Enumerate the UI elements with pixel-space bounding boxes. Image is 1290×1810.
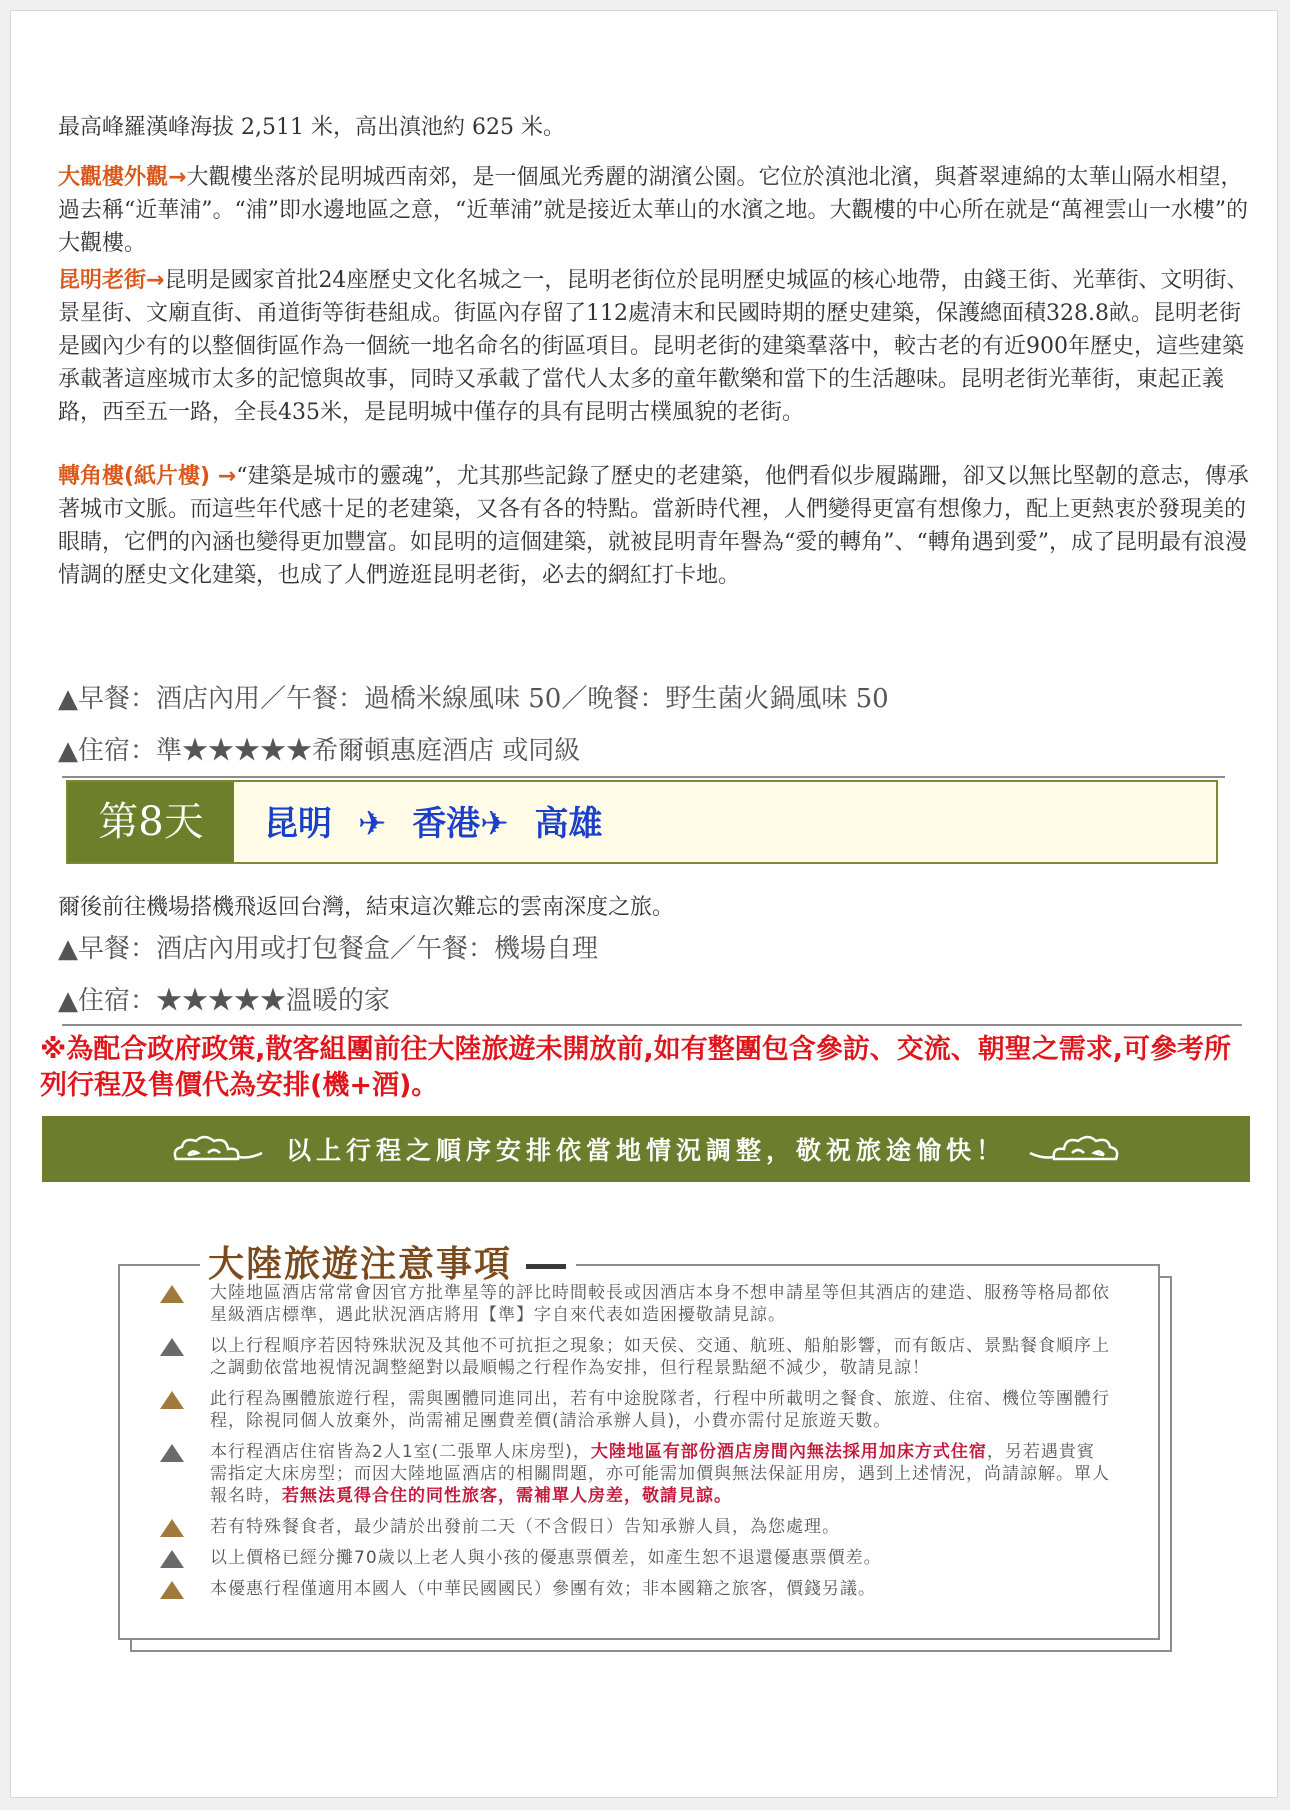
notice-title-text: 大陸旅遊注意事項: [208, 1244, 513, 1285]
day-tag: 第8天: [68, 782, 234, 862]
sight-lead: 轉角樓(紙片樓) →: [58, 464, 237, 489]
day8-desc: 爾後前往機場搭機飛返回台灣，結束這次難忘的雲南深度之旅。: [58, 895, 675, 920]
notice-text: 大陸地區酒店常常會因官方批準星等的評比時間較長或因酒店本身不想申請星等但其酒店的建造、服務等格局都依星級酒店標準，遇此狀況酒店將用【準】字自來代表如造困擾敬請見諒。: [210, 1283, 1110, 1325]
sight-text: 大觀樓坐落於昆明城西南郊，是一個風光秀麗的湖濱公園。它位於滇池北濱，與蒼翠連綿的太華山隔水相望，過去稱“近華浦”。“浦”即水邊地區之意，“近華浦”就是接近太華山的水濱之地。大觀樓的中心所在就是“萬裡雲山一水樓”的大觀樓。: [58, 165, 1248, 256]
triangle-bullet-icon: [160, 1581, 184, 1599]
day7-meals: ▲早餐：酒店內用／午餐：過橋米線風味 50／晚餐：野生菌火鍋風味 50: [58, 684, 889, 714]
cloud-ornament-icon: [1024, 1129, 1124, 1169]
notice-text: 本優惠行程僅適用本國人（中華民國國民）參團有效；非本國籍之旅客，價錢另議。: [210, 1579, 876, 1599]
notice-text: 此行程為團體旅遊行程，需與團體同進同出，若有中途脫隊者，行程中所載明之餐食、旅遊、住宿、機位等團體行程，除視同個人放棄外，尚需補足團費差價(請洽承辦人員)，小費亦需付足旅遊天數。: [210, 1389, 1110, 1431]
intro-line: 最高峰羅漢峰海拔 2,511 米，高出滇池約 625 米。: [58, 115, 565, 140]
route-city: 香港✈: [412, 804, 509, 844]
day8-hotel: ▲住宿：★★★★★溫暖的家: [58, 986, 390, 1016]
notice-item: [150, 1282, 1110, 1326]
sight-corner-building: [58, 460, 1258, 592]
triangle-bullet-icon: [160, 1550, 184, 1568]
notice-item: [150, 1516, 1110, 1538]
route-city: 高雄: [534, 804, 603, 844]
divider: [62, 776, 1225, 778]
day8-meals: ▲早餐：酒店內用或打包餐盒／午餐：機場自理: [58, 934, 598, 964]
day8-banner: [66, 780, 1218, 864]
notice-item: [150, 1578, 1110, 1600]
sight-text: 昆明是國家首批24座歷史文化名城之一，昆明老街位於昆明歷史城區的核心地帶，由錢王街、光華街、文明街、景星街、文廟直街、甬道街等街巷組成。街區內存留了112處清末和民國時期的歷史建築，保護總面積328.8畝。昆明老街是國內少有的以整個街區作為一個統一地名命名的街區項目。昆明老街的建築羣落中，較古老的有近900年歷史，這些建築承載著這座城市太多的記憶與故事，同時又承載了當代人太多的童年歡樂和當下的生活趣味。昆明老街光華街，東起正義路，西至五一路，全長435米，是昆明城中僅存的具有昆明古樸風貌的老街。: [58, 268, 1249, 425]
triangle-bullet-icon: [160, 1285, 184, 1303]
notice-item: [150, 1441, 1110, 1507]
day7-hotel: ▲住宿：準★★★★★希爾頓惠庭酒店 或同級: [58, 736, 581, 766]
notice-text: 以上行程順序若因特殊狀況及其他不可抗拒之現象；如天侯、交通、航班、船舶影響，而有飯店、景點餐食順序上之調動依當地視情況調整絕對以最順暢之行程作為安排，但行程景點絕不減少，敬請見諒！: [210, 1336, 1110, 1378]
notice-item: [150, 1547, 1110, 1569]
cloud-ornament-icon: [168, 1129, 268, 1169]
triangle-bullet-icon: [160, 1519, 184, 1537]
sight-daguanlou: [58, 161, 1258, 260]
divider: [62, 1024, 1242, 1026]
sight-lead: 昆明老街→: [58, 268, 165, 293]
day-route: [264, 796, 617, 845]
title-dash: [526, 1264, 566, 1269]
triangle-bullet-icon: [160, 1338, 184, 1356]
triangle-bullet-icon: [160, 1391, 184, 1409]
sight-lead: 大觀樓外觀→: [58, 165, 187, 190]
sight-text: “建築是城市的靈魂”，尤其那些記錄了歷史的老建築，他們看似步履蹣跚，卻又以無比堅韌的意志，傳承著城市文脈。而這些年代感十足的老建築，又各有各的特點。當新時代裡，人們變得更富有想像力，配上更熱衷於發現美的眼睛，它們的內涵也變得更加豐富。如昆明的這個建築，就被昆明青年譽為“愛的轉角”、“轉角遇到愛”，成了昆明最有浪漫情調的歷史文化建築，也成了人們遊逛昆明老街，必去的網紅打卡地。: [58, 464, 1249, 588]
closing-text: 以上行程之順序安排依當地情況調整，敬祝旅途愉快！: [285, 1136, 1006, 1165]
plane-icon: ✈: [357, 804, 387, 844]
notice-text: ，另若遇貴賓需指定大床房型；而因大陸地區酒店的相關問題，亦可能需加價與無法保証用房，遇到上述情況，尚請諒解。單人報名時，: [210, 1442, 1110, 1506]
route-city: 昆明: [264, 804, 332, 844]
notice-item: [150, 1335, 1110, 1379]
notice-highlight-text: 大陸地區有部份酒店房間內無法採用加床方式住宿: [590, 1442, 987, 1462]
notice-text: 以上價格已經分攤70歲以上老人與小孩的優惠票價差，如產生恕不退還優惠票價差。: [210, 1548, 882, 1568]
sight-old-street: [58, 264, 1258, 429]
notice-highlight-text: 若無法覓得合住的同性旅客，需補單人房差，敬請見諒。: [282, 1486, 732, 1506]
notice-text: 本行程酒店住宿皆為2人1室(二張單人床房型)，: [210, 1442, 591, 1462]
notice-list: [150, 1282, 1110, 1609]
notice-text: 若有特殊餐食者，最少請於出發前二天（不含假日）告知承辦人員，為您處理。: [210, 1517, 840, 1537]
policy-warning: ※為配合政府政策,散客組團前往大陸旅遊未開放前,如有整團包含參訪、交流、朝聖之需求,可參考所列行程及售價代為安排(機+酒)。: [40, 1034, 1232, 1101]
triangle-bullet-icon: [160, 1444, 184, 1462]
closing-banner: [42, 1116, 1250, 1182]
notice-title: [200, 1236, 576, 1287]
notice-item: [150, 1388, 1110, 1432]
